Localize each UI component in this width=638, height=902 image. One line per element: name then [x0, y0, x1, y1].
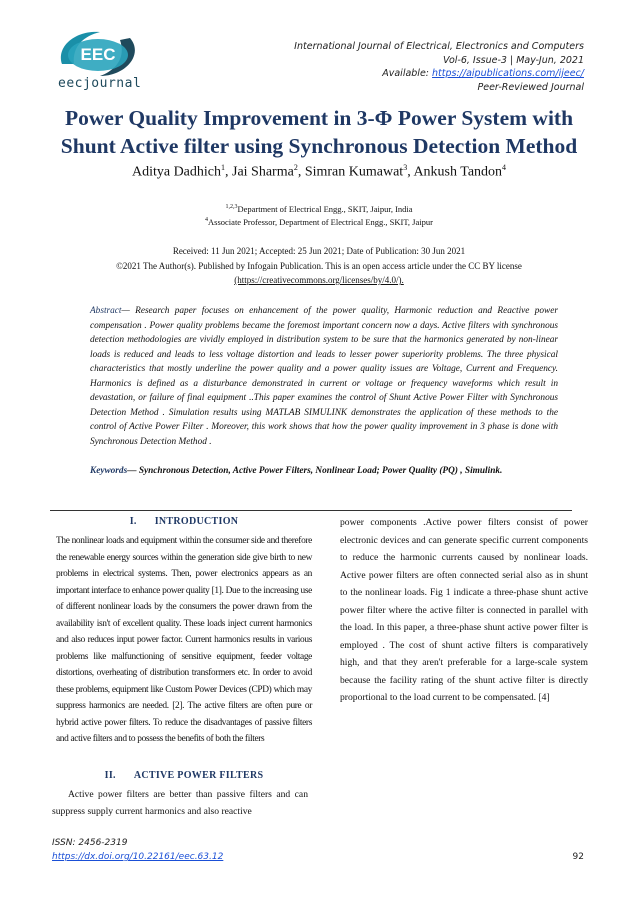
- section-title: INTRODUCTION: [154, 516, 239, 527]
- author-sup: 3: [403, 163, 408, 172]
- publication-dates: Received: 11 Jun 2021; Accepted: 25 Jun 2021; Date of Publication: 30 Jun 2021: [172, 246, 466, 256]
- section-number: II.: [104, 770, 116, 781]
- section-divider: [50, 510, 572, 511]
- keywords: [90, 464, 558, 479]
- journal-review-status: Peer-Reviewed Journal: [477, 81, 584, 93]
- journal-url-link[interactable]: https://aipublications.com/ijeec/: [432, 68, 584, 79]
- journal-volume: Vol-6, Issue-3 | May-Jun, 2021: [443, 54, 584, 66]
- title-line-2: Shunt Active filter using Synchronous Detection Method: [60, 134, 578, 158]
- column-2-paragraph: power components .Active power filters consist of power electronic devices and can generate specific current components to reduce the harmonic currents caused by nonlinear loads. Active power filters are often connected serial also as in shunt to the nonlinear loads. Fig 1 indicate a three-phase shunt active power filter where the active filter is connected in parallel with the load. In this paper, a three-phase shunt active power filter is employed . The cost of shunt active filters is comparatively high, and that they aren't preferable for a large-scale system because the facility rating of the shunt active filter is directly proportional to the load current to be compensated. [4]: [340, 517, 588, 703]
- copyright-notice: ©2021 The Author(s). Published by Infogain Publication. This is an open access article under the CC BY license: [116, 260, 522, 271]
- section-title: ACTIVE POWER FILTERS: [133, 770, 264, 781]
- author-name: Simran Kumawat: [304, 164, 404, 180]
- author-name: Ankush Tandon: [413, 164, 503, 180]
- license-link[interactable]: (https://creativecommons.org/licenses/by/4.0/).: [234, 275, 404, 285]
- author-sup: 2: [293, 163, 298, 172]
- page-number: 92: [572, 852, 584, 862]
- paper-title: [30, 104, 608, 160]
- affiliation-1: [30, 202, 608, 215]
- logo-mark-text: EEC: [80, 45, 116, 64]
- section-heading-introduction: [56, 516, 312, 527]
- publication-meta: [30, 244, 608, 288]
- abstract-text: — Research paper focuses on enhancement of the power quality, Harmonic reduction and Reactive power compensation . Power quality problems became the foremost important concern now a days. Active filters with synchronous detection methodologies are vividly employed in distribution system to be sure that the harmonics generated by non-linear loads is reduced and leads to less voltage distortion and leads to lesser power superiority problems. The three physical characteristics that mostly underline the power quality and a power quality issues are Voltage, Current and Frequency. Harmonics is defined as a disturbance demonstrated in current or voltage or frequency waveforms which result in devastation, or failure of final equipment ..This paper examines the control of Shunt Active Power Filter with Synchronous Detection Method . Simulation results using MATLAB SIMULINK demonstrates the application of these methods to the control of Active Power Filter . Moreover, this work shows that how the power quality improvement in 3 phase is done with Synchronous Detection Method .: [90, 306, 558, 447]
- author-name: Jai Sharma: [232, 164, 294, 180]
- abstract-label: Abstract: [90, 306, 122, 316]
- introduction-paragraph: The nonlinear loads and equipment within the consumer side and therefore the renewable energy sources within the generation side give birth to new problems in electrical systems. Then, power electronics appears as an important interface to enhance power quality [1]. Due to the increasing use of different nonlinear loads by the consumers the power drawn from the availability isn't of excellent quality. These loads inject current harmonics and also reduces input power factor. Current harmonics results in various problems like malfunctioning of sensitive equipment, feeder voltage distortions, overheating of distribution transformers etc. In order to avoid these problems, equipment like Custom Power Devices (CPD) which may suppress harmonics are needed. [2]. The active filters are often pure or hybrid active power filters. To reduce the disadvantages of passive filters and active filters and to possess the benefits of both the filters: [56, 536, 312, 744]
- affiliation-1-text: Department of Electrical Engg., SKIT, Jaipur, India: [237, 203, 413, 214]
- author-list: Aditya Dadhich$^1$, Jai Sharma$^2$, Simran Kumawat$^3$, Ankush Tandon$^4$: [131, 163, 507, 180]
- journal-availability: [294, 67, 584, 81]
- footer-doi-link[interactable]: https://dx.doi.org/10.22161/eec.63.12: [52, 852, 224, 862]
- affiliation-2-sup: 4: [205, 217, 209, 224]
- section-number: I.: [129, 516, 137, 527]
- affiliation-1-sup: 1,2,3: [225, 204, 238, 210]
- affiliation-2-text: Associate Professor, Department of Electrical Engg., SKIT, Jaipur: [208, 217, 433, 228]
- author-sup: 1: [221, 163, 225, 172]
- abstract: [90, 304, 558, 449]
- footer-issn: ISSN: 2456-2319: [52, 838, 128, 848]
- keywords-text: — Synchronous Detection, Active Power Filters, Nonlinear Load; Power Quality (PQ) , Simulink.: [127, 466, 503, 476]
- author-name: Aditya Dadhich: [131, 164, 221, 180]
- keywords-label: Keywords: [90, 466, 128, 476]
- affiliation-2: [30, 215, 608, 228]
- active-filters-paragraph: Active power filters are better than passive filters and can suppress supply current harmonics and also reactive: [52, 789, 308, 817]
- available-label: Available:: [382, 68, 429, 79]
- section-heading-active-power-filters: [56, 770, 312, 781]
- affiliations: [30, 202, 608, 229]
- author-sup: 4: [502, 163, 507, 172]
- journal-name: International Journal of Electrical, Electronics and Computers: [294, 41, 584, 52]
- title-line-1: Power Quality Improvement in 3-Φ Power System with: [64, 106, 574, 130]
- logo-wordmark: eecjournal: [58, 76, 142, 91]
- journal-header: [294, 40, 584, 94]
